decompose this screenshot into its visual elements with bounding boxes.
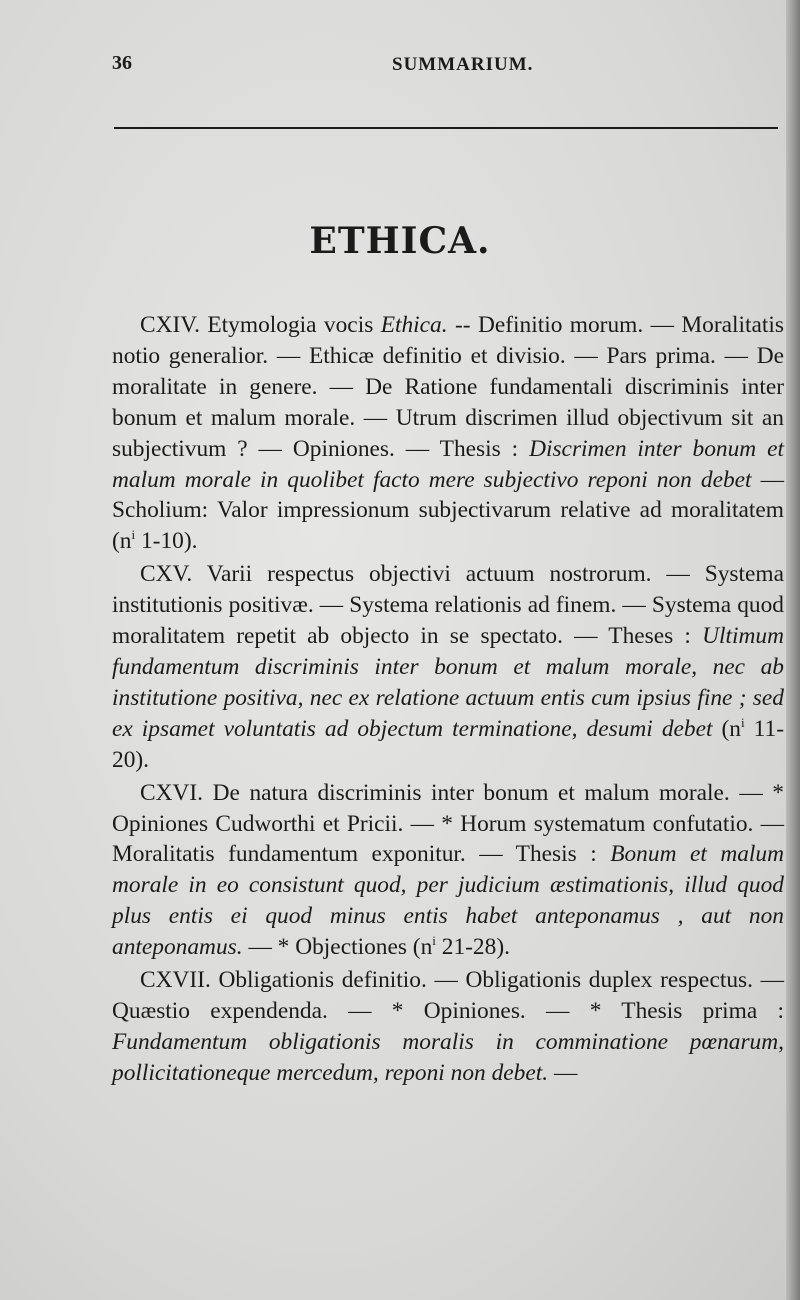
text-run: CXV. Varii respectus objectivi actuum nostrorum. — Systema institutionis positivæ. — Systema relationis ad finem. — Systema quod moralitatem repetit ab objecto in se spectato. — Theses : (112, 561, 784, 650)
italic-text: Discrimen inter bonum et malum morale in quolibet facto mere subjectivo reponi non debet (112, 435, 784, 493)
text-run: 1-10). (135, 528, 198, 555)
text-run: CXIV. Etymologia vocis (140, 312, 381, 338)
text-run: CXVI. De natura discriminis inter bonum et malum morale. — * Opiniones Cudworthi et Pricii. — * Horum systematum confutatio. — Moralitatis fundamentum exponitur. — Thesis : (112, 779, 784, 868)
text-run: 21-28). (435, 934, 510, 961)
italic-text: Ultimum fundamentum discriminis inter bonum et malum morale, nec ab institutione positiva, nec ex relatione actuum entis cum ipsius fine ; sed ex ipsamet voluntatis ad objectum terminatione, desumi debet (112, 623, 784, 742)
page-header (112, 52, 780, 88)
italic-text: Ethica. (380, 312, 448, 338)
superscript: i (432, 933, 436, 949)
page-number: 36 (112, 52, 132, 74)
paragraph-cxvii (112, 965, 784, 1089)
paragraph-cxvi (112, 778, 784, 963)
italic-text: Bonum et malum morale in eo consistunt quod, per judicium æstimationis, illud quod plus entis ei quod minus entis habet anteponamus , aut non anteponamus. (112, 841, 784, 961)
text-run: — (548, 1059, 578, 1086)
page-edge (786, 0, 800, 1300)
running-head: SUMMARIUM. (392, 54, 534, 75)
superscript: i (741, 714, 745, 730)
header-rule (114, 127, 778, 129)
text-run: — * Objectiones (n (242, 934, 433, 961)
paragraph-cxv (112, 559, 784, 775)
text-run: (n (712, 715, 742, 742)
text-run: — Scholium: Valor impressionum subjectivarum relative ad moralitatem (n (112, 466, 784, 555)
body-text (112, 310, 784, 1089)
paragraph-cxiv (112, 310, 784, 557)
section-title: ETHICA. (309, 220, 491, 262)
text-run: -- Definitio morum. — Moralitatis notio generalior. — Ethicæ definitio et divisio. — Pars prima. — De moralitate in genere. — De Ratione fundamentali discriminis inter bonum et malum morale. — Utrum discrimen illud objectivum sit an subjectivum ? — Opiniones. — Thesis : (112, 312, 784, 462)
italic-text: Fundamentum obligationis moralis in comminatione pœnarum, pollicitationeque mercedum, reponi non debet. (112, 1028, 784, 1086)
text-run: CXVII. Obligationis definitio. — Obligationis duplex respectus. — Quæstio expendenda. — * Opiniones. — * Thesis prima : (112, 967, 784, 1024)
superscript: i (131, 527, 136, 543)
text-run: 11-20). (112, 715, 784, 773)
